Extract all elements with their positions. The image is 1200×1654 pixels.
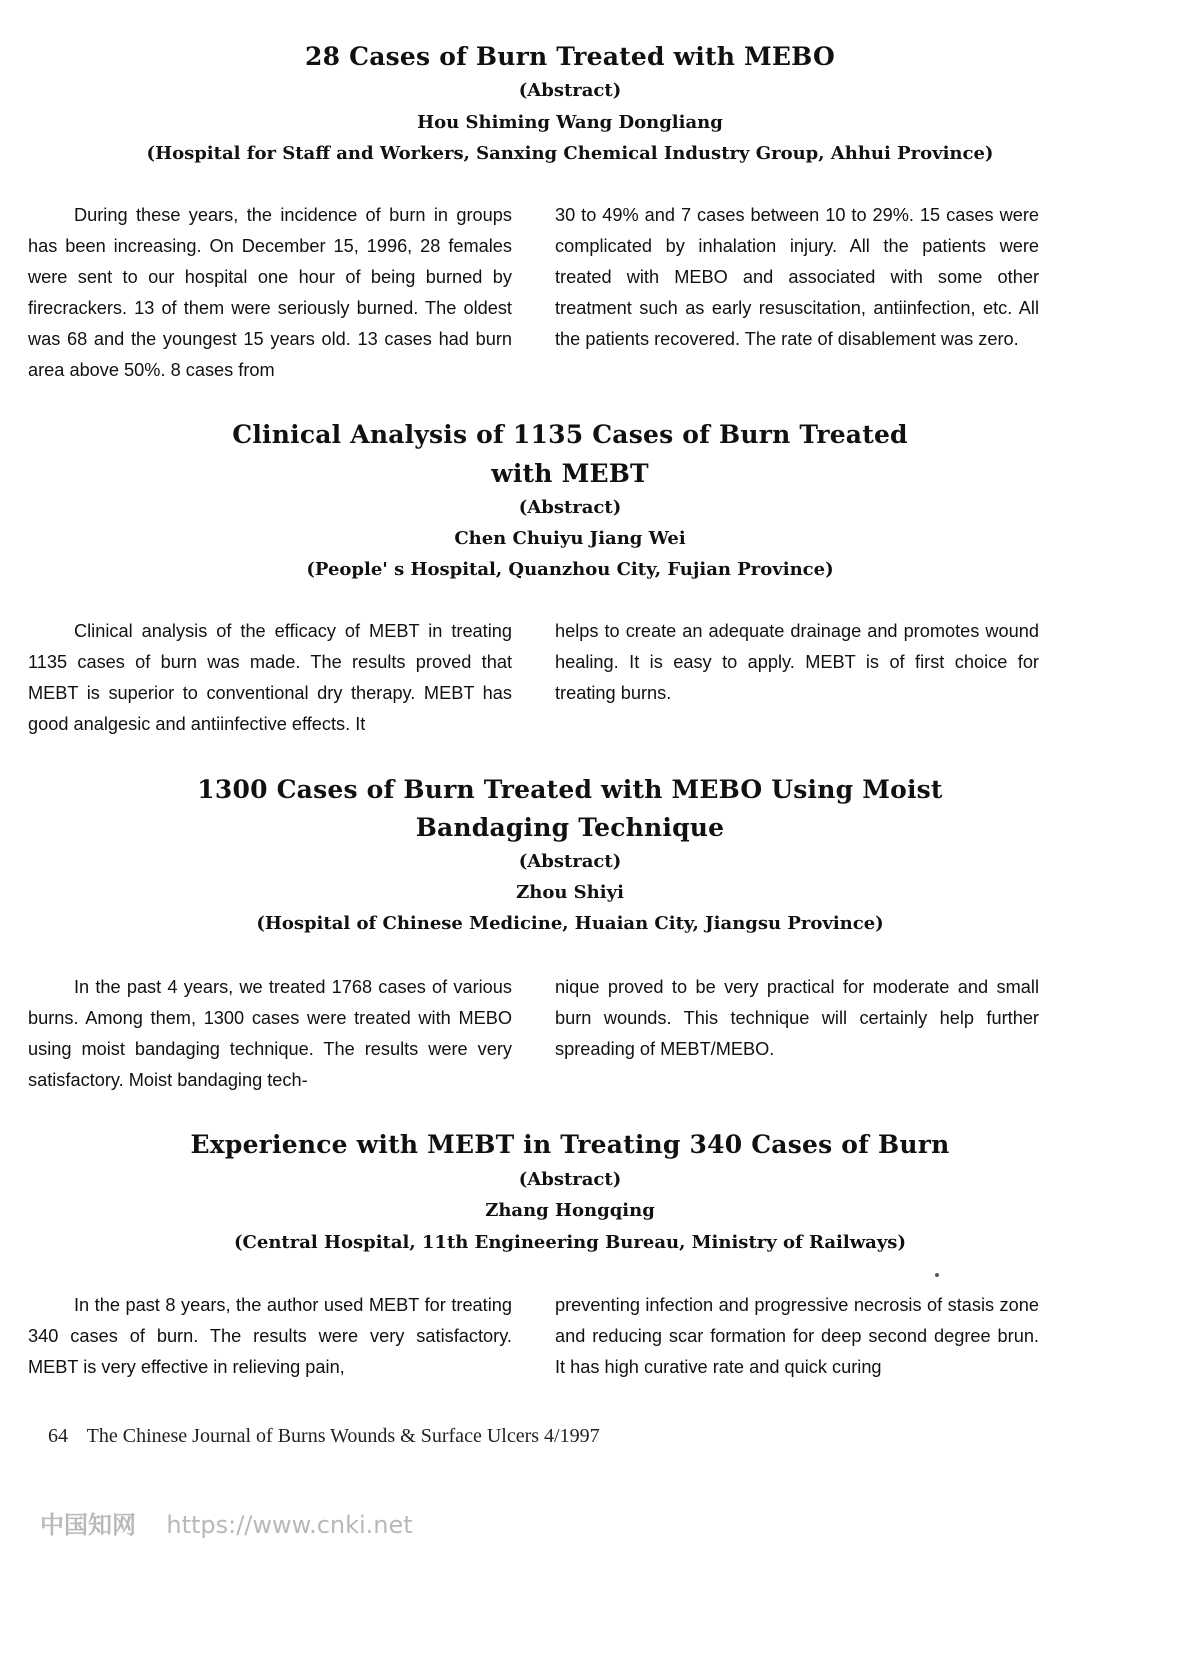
article-2-title-line-2: with MEBT	[491, 459, 649, 488]
article-2-left-column: Clinical analysis of the efficacy of MEBT in treating 1135 cases of burn was made. The results proved that MEBT is superior to conventional dry therapy. MEBT has good analgesic and antiinfective effects. It	[28, 621, 512, 734]
article-3-title-line-1: 1300 Cases of Burn Treated with MEBO Using Moist	[197, 775, 943, 804]
article-4-left-column: In the past 8 years, the author used MEBT for treating 340 cases of burn. The results were very satisfactory. MEBT is very effective in relieving pain,	[28, 1295, 512, 1377]
article-3-right-column: nique proved to be very practical for moderate and small burn wounds. This technique will certainly help further spreading of MEBT/MEBO.	[555, 977, 1039, 1059]
article-1-title: 28 Cases of Burn Treated with MEBO	[305, 42, 835, 71]
article-2-right-column: helps to create an adequate drainage and promotes wound healing. It is easy to apply. MEBT is of first choice for treating burns.	[555, 621, 1039, 703]
article-4-title: Experience with MEBT in Treating 340 Cases of Burn	[190, 1130, 950, 1159]
article-4-abstract-tag: (Abstract)	[518, 1169, 622, 1190]
article-1-affiliation: (Hospital for Staff and Workers, Sanxing Chemical Industry Group, Ahhui Province)	[146, 143, 994, 164]
page-number: 64	[48, 1425, 68, 1447]
article-3-left-column: In the past 4 years, we treated 1768 cases of various burns. Among them, 1300 cases were treated with MEBO using moist bandaging technique. The results were very satisfactory. Moist bandaging tech-	[28, 977, 512, 1090]
article-1-abstract-tag: (Abstract)	[518, 80, 622, 101]
article-4-affiliation: (Central Hospital, 11th Engineering Bureau, Ministry of Railways)	[234, 1232, 906, 1253]
article-1-right-column: 30 to 49% and 7 cases between 10 to 29%. 15 cases were complicated by inhalation injury. All the patients were treated with MEBO and associated with some other treatment such as early resuscitation, antiinfection, etc. All the patients recovered. The rate of disablement was zero.	[555, 205, 1039, 349]
cnki-watermark	[40, 1505, 413, 1540]
journal-citation: The Chinese Journal of Burns Wounds & Surface Ulcers 4/1997	[86, 1425, 600, 1447]
article-1-authors: Hou Shiming Wang Dongliang	[417, 112, 723, 133]
article-3-title-line-2: Bandaging Technique	[415, 813, 725, 842]
article-3-authors: Zhou Shiyi	[516, 882, 624, 903]
article-3-affiliation: (Hospital of Chinese Medicine, Huaian City, Jiangsu Province)	[256, 913, 884, 934]
article-2-abstract-tag: (Abstract)	[518, 497, 622, 518]
page-footer	[48, 1425, 600, 1448]
watermark-brand: 中国知网	[40, 1511, 136, 1539]
article-4-right-column: preventing infection and progressive necrosis of stasis zone and reducing scar formation for deep second degree brun. It has high curative rate and quick curing	[555, 1295, 1039, 1377]
article-4-authors: Zhang Hongqing	[485, 1200, 655, 1221]
article-2-affiliation: (People' s Hospital, Quanzhou City, Fujian Province)	[306, 559, 834, 580]
article-1-left-column: During these years, the incidence of burn in groups has been increasing. On December 15, 1996, 28 females were sent to our hospital one hour of being burned by firecrackers. 13 of them were seriously burned. The oldest was 68 and the youngest 15 years old. 13 cases had burn area above 50%. 8 cases from	[28, 205, 512, 380]
article-3-abstract-tag: (Abstract)	[518, 851, 622, 872]
watermark-url[interactable]: https://www.cnki.net	[166, 1511, 413, 1539]
scan-speck	[935, 1273, 939, 1277]
article-2-authors: Chen Chuiyu Jiang Wei	[454, 528, 686, 549]
article-2-title-line-1: Clinical Analysis of 1135 Cases of Burn Treated	[232, 420, 908, 449]
